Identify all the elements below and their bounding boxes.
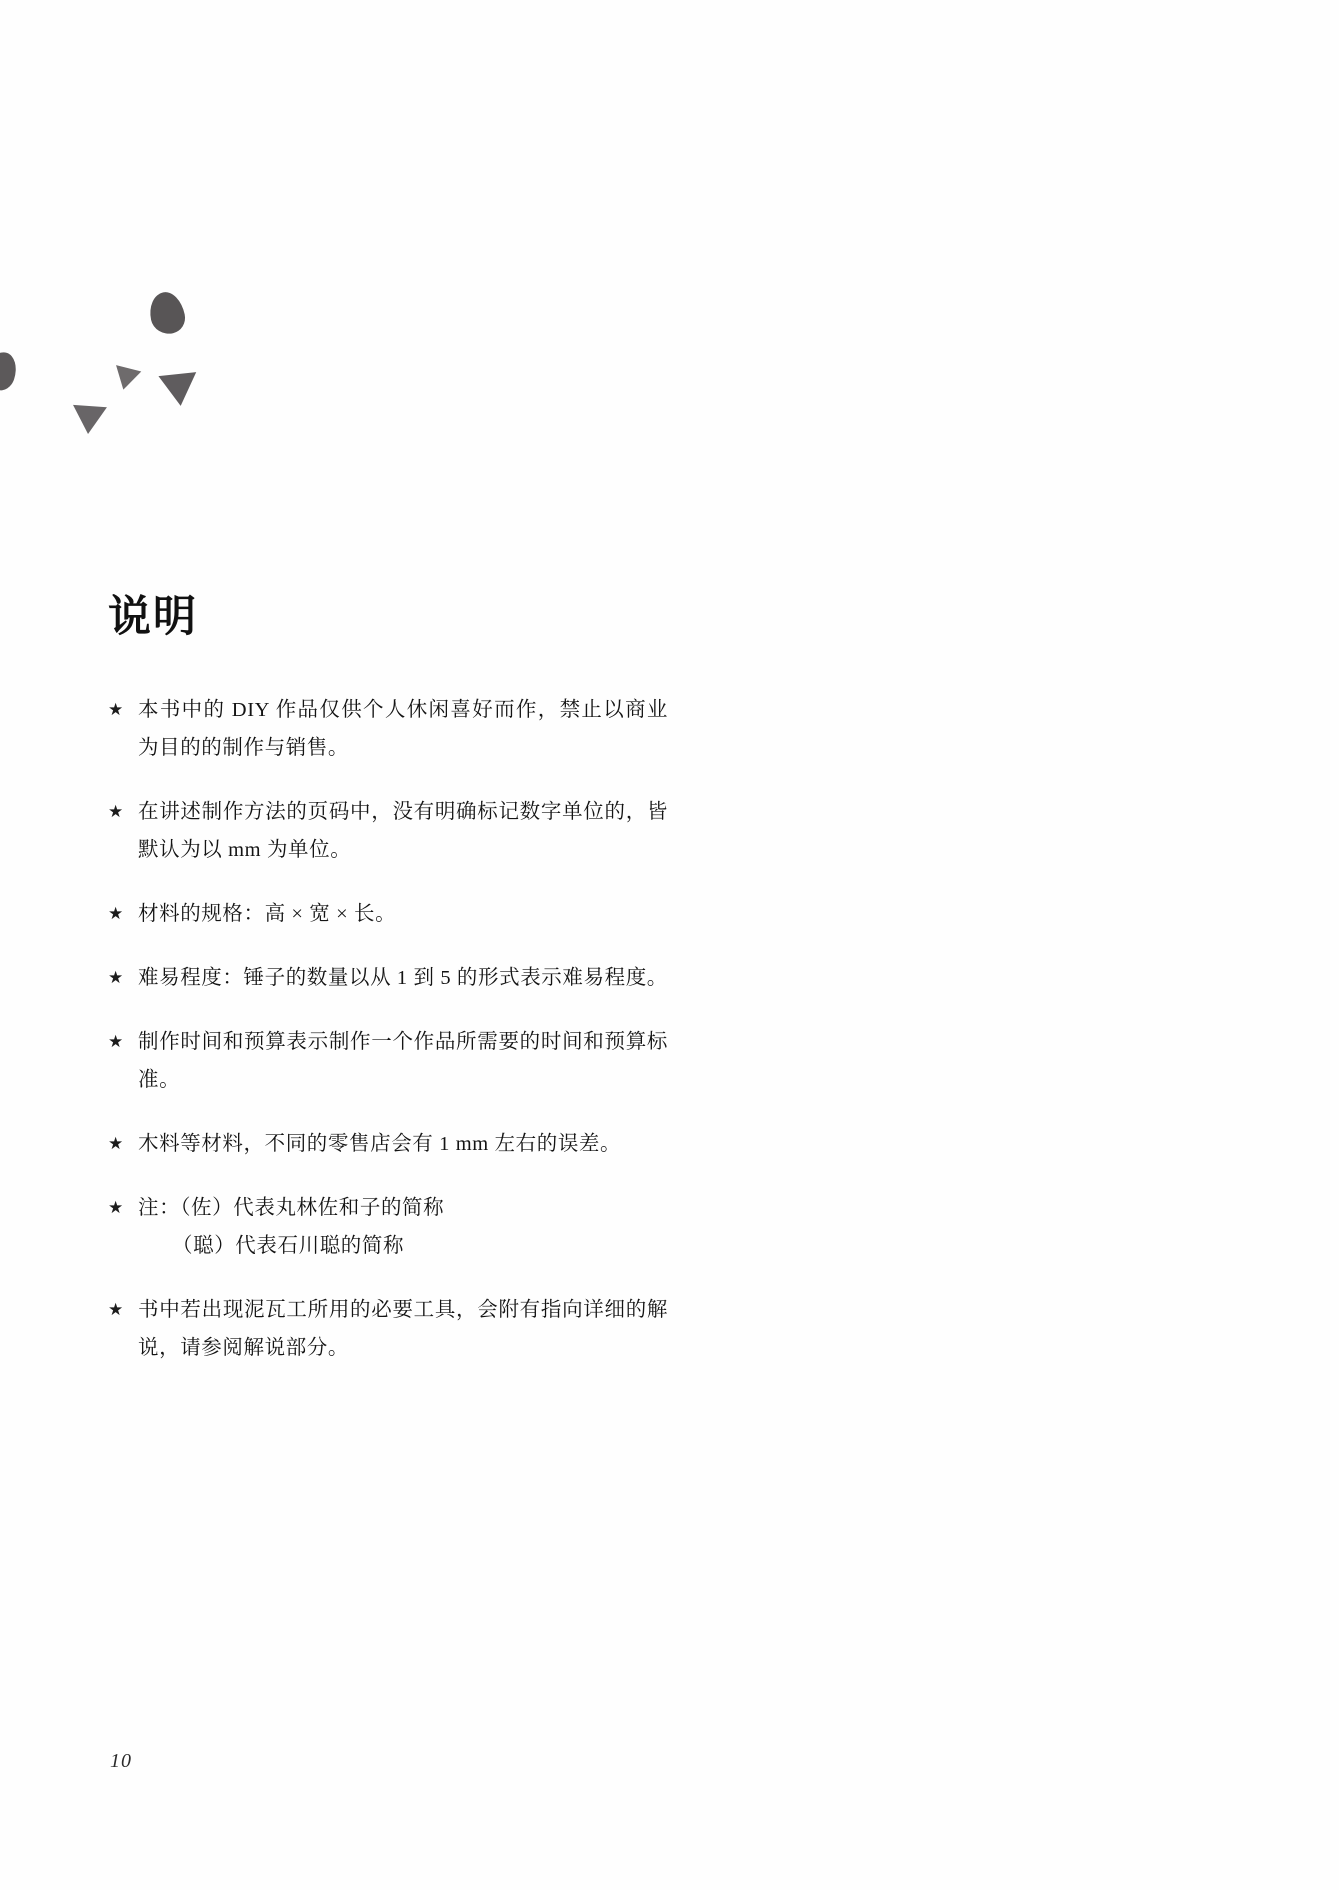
note-text-sub: （聪）代表石川聪的简称	[172, 1235, 405, 1257]
star-bullet-icon: ★	[108, 1134, 124, 1153]
stone-blob-icon	[0, 348, 21, 393]
star-bullet-icon: ★	[108, 802, 124, 821]
list-item	[108, 1023, 668, 1099]
stone-triangle-icon	[71, 405, 107, 435]
note-text: 制作时间和预算表示制作一个作品所需要的时间和预算标准。	[138, 1031, 668, 1091]
list-item	[108, 959, 668, 997]
stone-blob-icon	[146, 289, 188, 337]
star-bullet-icon: ★	[108, 700, 124, 719]
star-bullet-icon: ★	[108, 1300, 124, 1319]
star-bullet-icon: ★	[108, 1032, 124, 1051]
list-item	[108, 793, 668, 869]
star-bullet-icon: ★	[108, 1198, 124, 1217]
note-text: 本书中的 DIY 作品仅供个人休闲喜好而作，禁止以商业为目的的制作与销售。	[138, 699, 668, 759]
list-item	[108, 1125, 668, 1163]
star-bullet-icon: ★	[108, 904, 124, 923]
stone-triangle-icon	[111, 365, 142, 393]
notes-section	[108, 596, 668, 1393]
note-text: 木料等材料，不同的零售店会有 1 mm 左右的误差。	[138, 1133, 622, 1155]
note-text: 书中若出现泥瓦工所用的必要工具，会附有指向详细的解说，请参阅解说部分。	[138, 1299, 668, 1359]
star-bullet-icon: ★	[108, 968, 124, 987]
list-item	[108, 1291, 668, 1367]
list-item	[108, 895, 668, 933]
page-number: 10	[110, 1750, 132, 1772]
note-text-main: 注：（佐）代表丸林佐和子的简称	[138, 1197, 445, 1219]
note-text: 在讲述制作方法的页码中，没有明确标记数字单位的，皆默认为以 mm 为单位。	[138, 801, 668, 861]
list-item	[108, 691, 668, 767]
note-text: 材料的规格：高 × 宽 × 长。	[138, 903, 397, 925]
stone-fragments-illustration	[0, 270, 400, 490]
page-title: 说明	[108, 594, 198, 641]
stone-triangle-icon	[158, 372, 199, 408]
notes-list	[108, 691, 668, 1367]
note-text	[138, 1189, 668, 1265]
note-text: 难易程度：锤子的数量以从 1 到 5 的形式表示难易程度。	[138, 967, 668, 989]
list-item	[108, 1189, 668, 1265]
